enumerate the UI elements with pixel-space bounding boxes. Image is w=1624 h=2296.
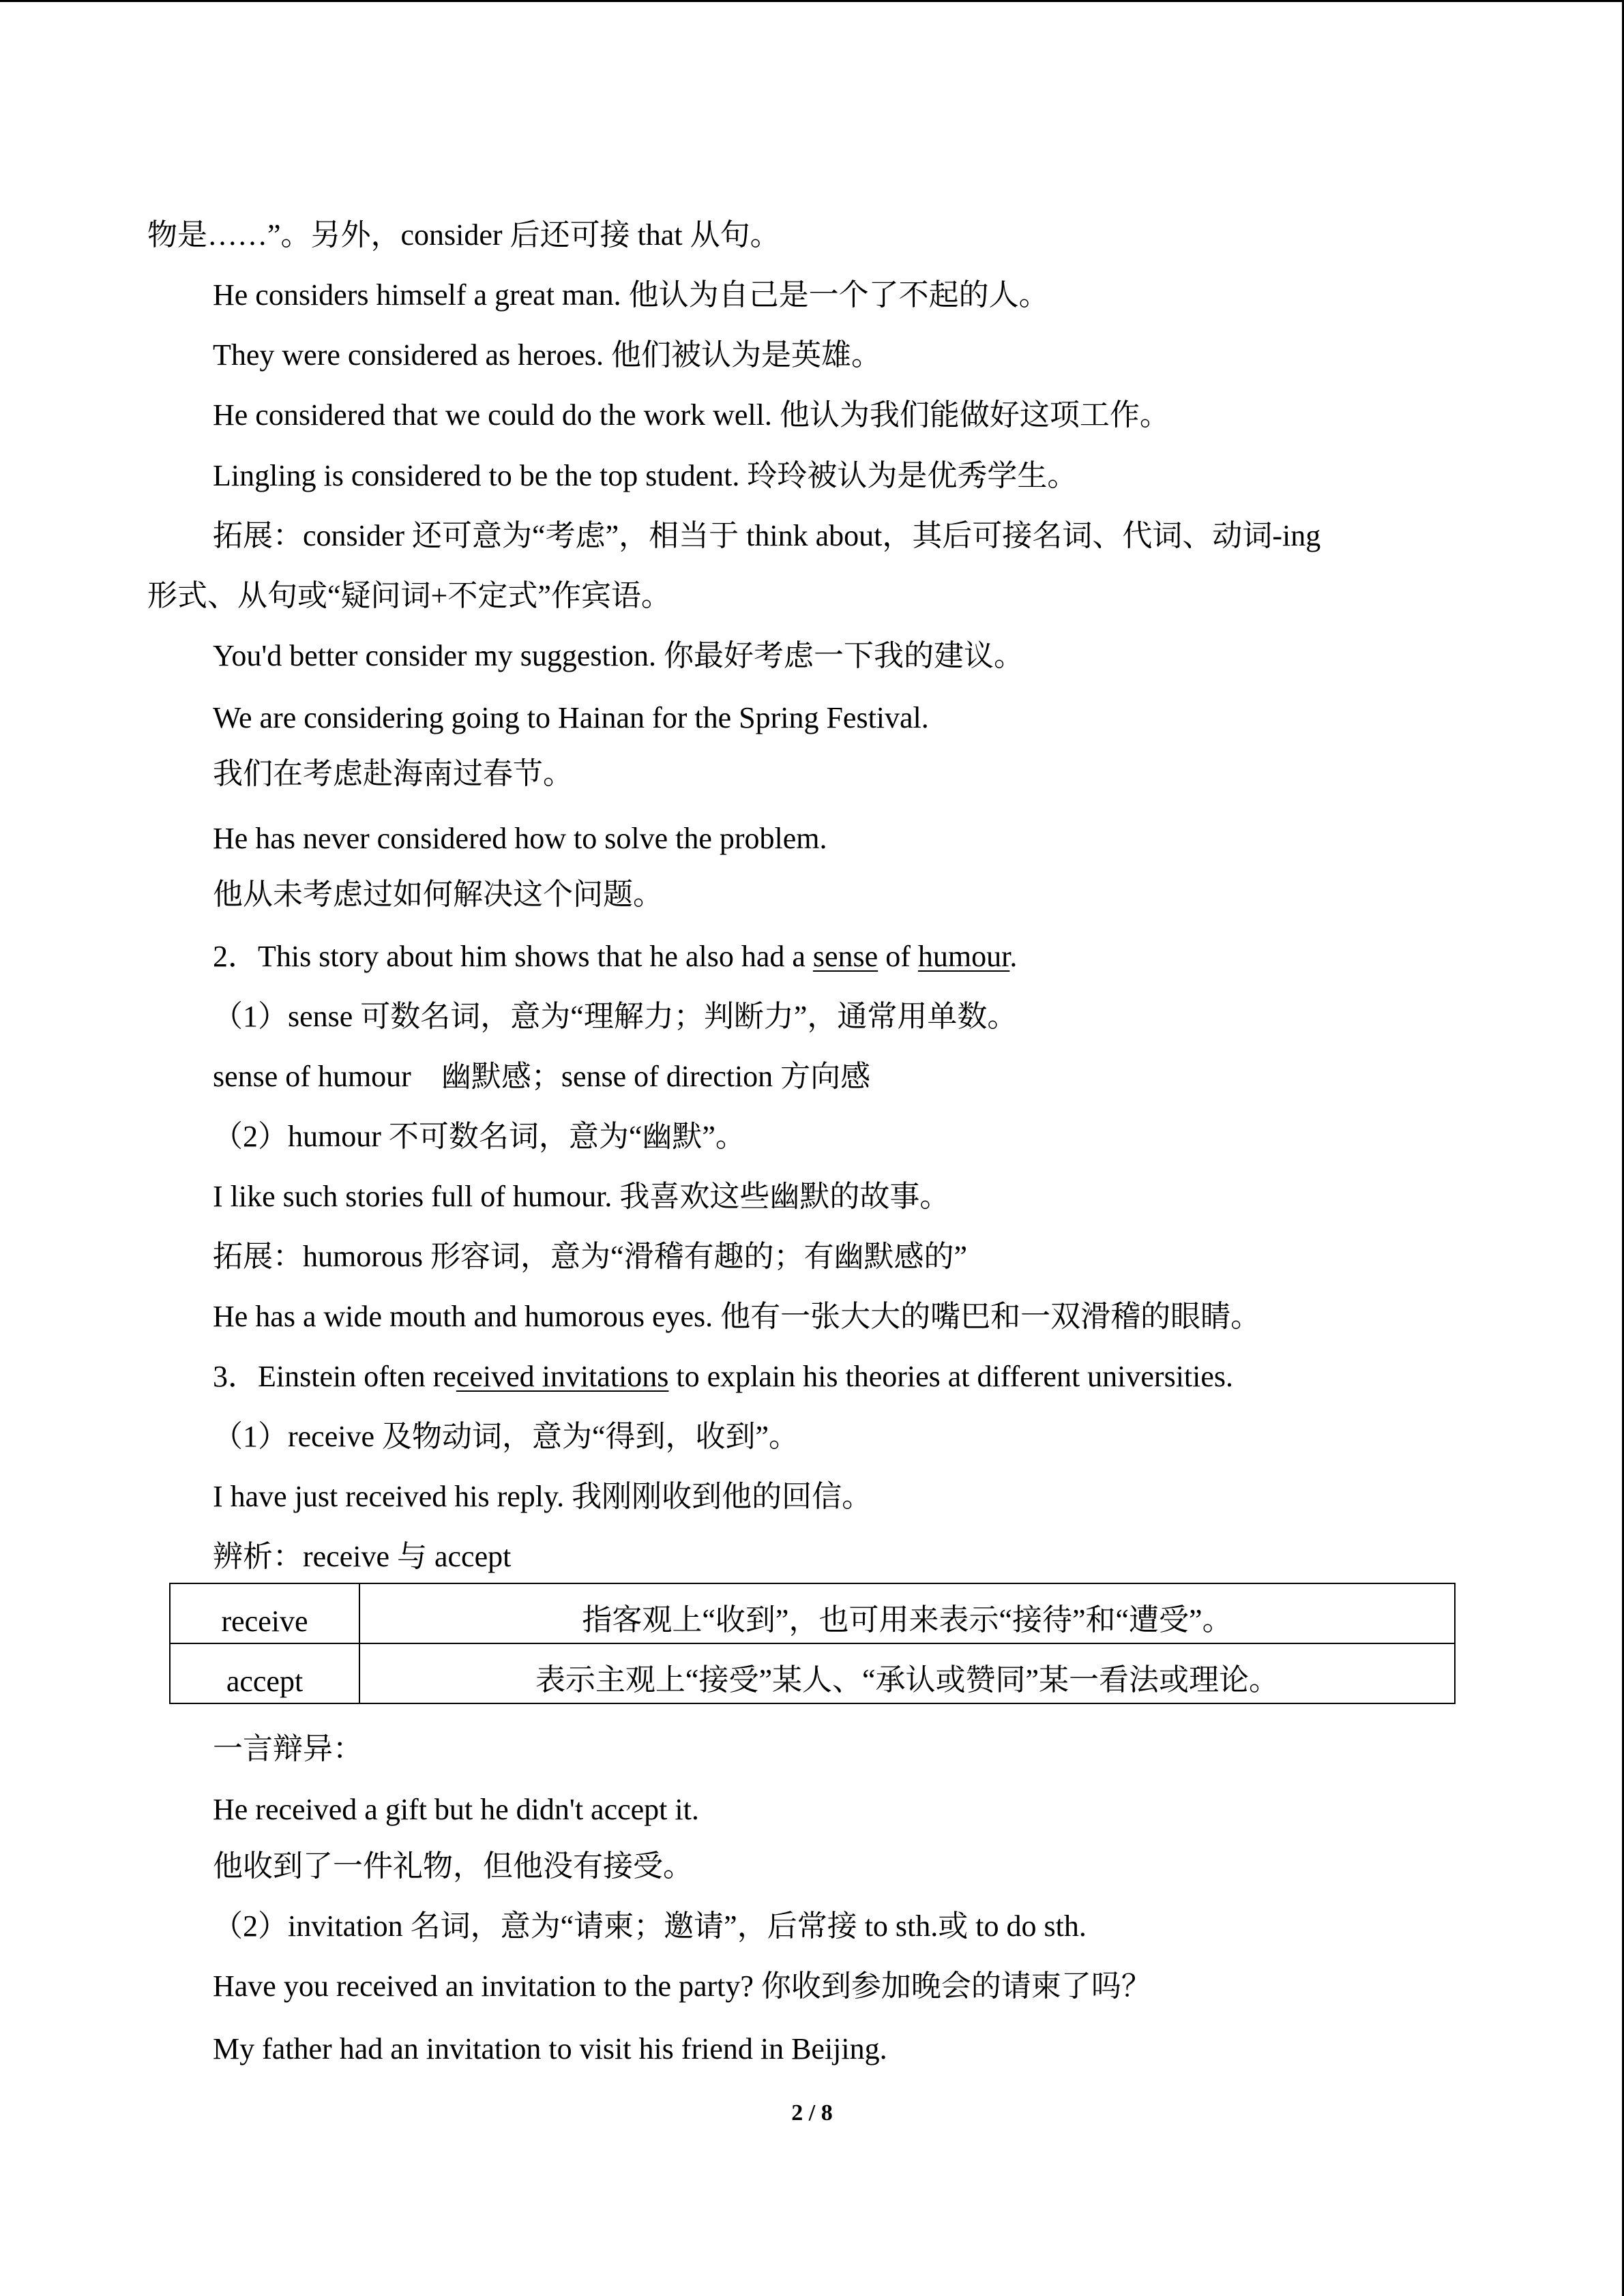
- definition-line: （1）receive 及物动词，意为“得到，收到”。: [213, 1420, 799, 1453]
- point-2-heading: [213, 936, 1017, 977]
- example-sentence: I have just received his reply. 我刚刚收到他的回信。: [213, 1480, 872, 1513]
- summary-heading: 一言辩异：: [213, 1732, 363, 1765]
- receive-accept-comparison-table: [169, 1583, 1456, 1704]
- point-2-text: 2．This story about him shows that he also had a: [213, 940, 813, 973]
- example-sentence: They were considered as heroes. 他们被认为是英雄。: [213, 338, 881, 372]
- point-2-text: .: [1009, 940, 1018, 973]
- point-3-text: to explain his theories at different universities.: [668, 1360, 1234, 1393]
- table-row: [170, 1583, 1455, 1643]
- underlined-word-humour: humour: [917, 940, 1010, 973]
- point-3-text: 3．Einstein often re: [213, 1360, 456, 1393]
- example-sentence: You'd better consider my suggestion. 你最好考虑一下我的建议。: [213, 639, 1024, 672]
- example-sentence: He considered that we could do the work well. 他认为我们能做好这项工作。: [213, 398, 1170, 432]
- table-cell-description: 指客观上“收到”，也可用来表示“接待”和“遭受”。: [359, 1583, 1455, 1643]
- example-sentence: He has never considered how to solve the problem.: [213, 822, 827, 855]
- page-number: 2 / 8: [791, 2100, 833, 2126]
- extension-note-continued: 形式、从句或“疑问词+不定式”作宾语。: [147, 579, 671, 612]
- underlined-word-sense: sense: [812, 940, 879, 973]
- example-sentence: He has a wide mouth and humorous eyes. 他有一张大大的嘴巴和一双滑稽的眼睛。: [213, 1300, 1261, 1333]
- table-cell-term: receive: [170, 1583, 359, 1643]
- point-3-heading: [213, 1356, 1233, 1397]
- phrase-line: sense of humour 幽默感；sense of direction 方向感: [213, 1060, 871, 1093]
- example-translation: 他收到了一件礼物，但他没有接受。: [213, 1849, 693, 1883]
- example-sentence: We are considering going to Hainan for the Spring Festival.: [213, 701, 929, 734]
- extension-note: 拓展：consider 还可意为“考虑”，相当于 think about，其后可接名词、代词、动词-ing: [213, 519, 1321, 552]
- point-2-text: of: [878, 940, 918, 973]
- paragraph-line: 物是……”。另外，consider 后还可接 that 从句。: [147, 218, 780, 252]
- definition-line: （2）humour 不可数名词，意为“幽默”。: [213, 1120, 745, 1153]
- comparison-heading: 辨析：receive 与 accept: [213, 1540, 512, 1573]
- example-sentence: I like such stories full of humour. 我喜欢这些幽默的故事。: [213, 1180, 950, 1213]
- example-translation: 他从未考虑过如何解决这个问题。: [213, 878, 663, 911]
- underlined-phrase-received-invitations: ceived invitations: [456, 1360, 669, 1393]
- example-translation: 我们在考虑赴海南过春节。: [213, 757, 573, 790]
- definition-line: （2）invitation 名词，意为“请柬；邀请”，后常接 to sth.或 to do sth.: [213, 1909, 1087, 1943]
- example-sentence: Lingling is considered to be the top student. 玲玲被认为是优秀学生。: [213, 459, 1078, 492]
- example-sentence: He received a gift but he didn't accept it.: [213, 1793, 699, 1826]
- extension-note: 拓展：humorous 形容词，意为“滑稽有趣的；有幽默感的”: [213, 1240, 968, 1273]
- table-cell-term: accept: [170, 1643, 359, 1703]
- table-row: [170, 1643, 1455, 1703]
- example-sentence: My father had an invitation to visit his friend in Beijing.: [213, 2032, 887, 2066]
- example-sentence: He considers himself a great man. 他认为自己是一个了不起的人。: [213, 278, 1049, 312]
- table-cell-description: 表示主观上“接受”某人、“承认或赞同”某一看法或理论。: [359, 1643, 1455, 1703]
- definition-line: （1）sense 可数名词，意为“理解力；判断力”，通常用单数。: [213, 1000, 1018, 1033]
- example-sentence: Have you received an invitation to the party? 你收到参加晚会的请柬了吗？: [213, 1969, 1151, 2003]
